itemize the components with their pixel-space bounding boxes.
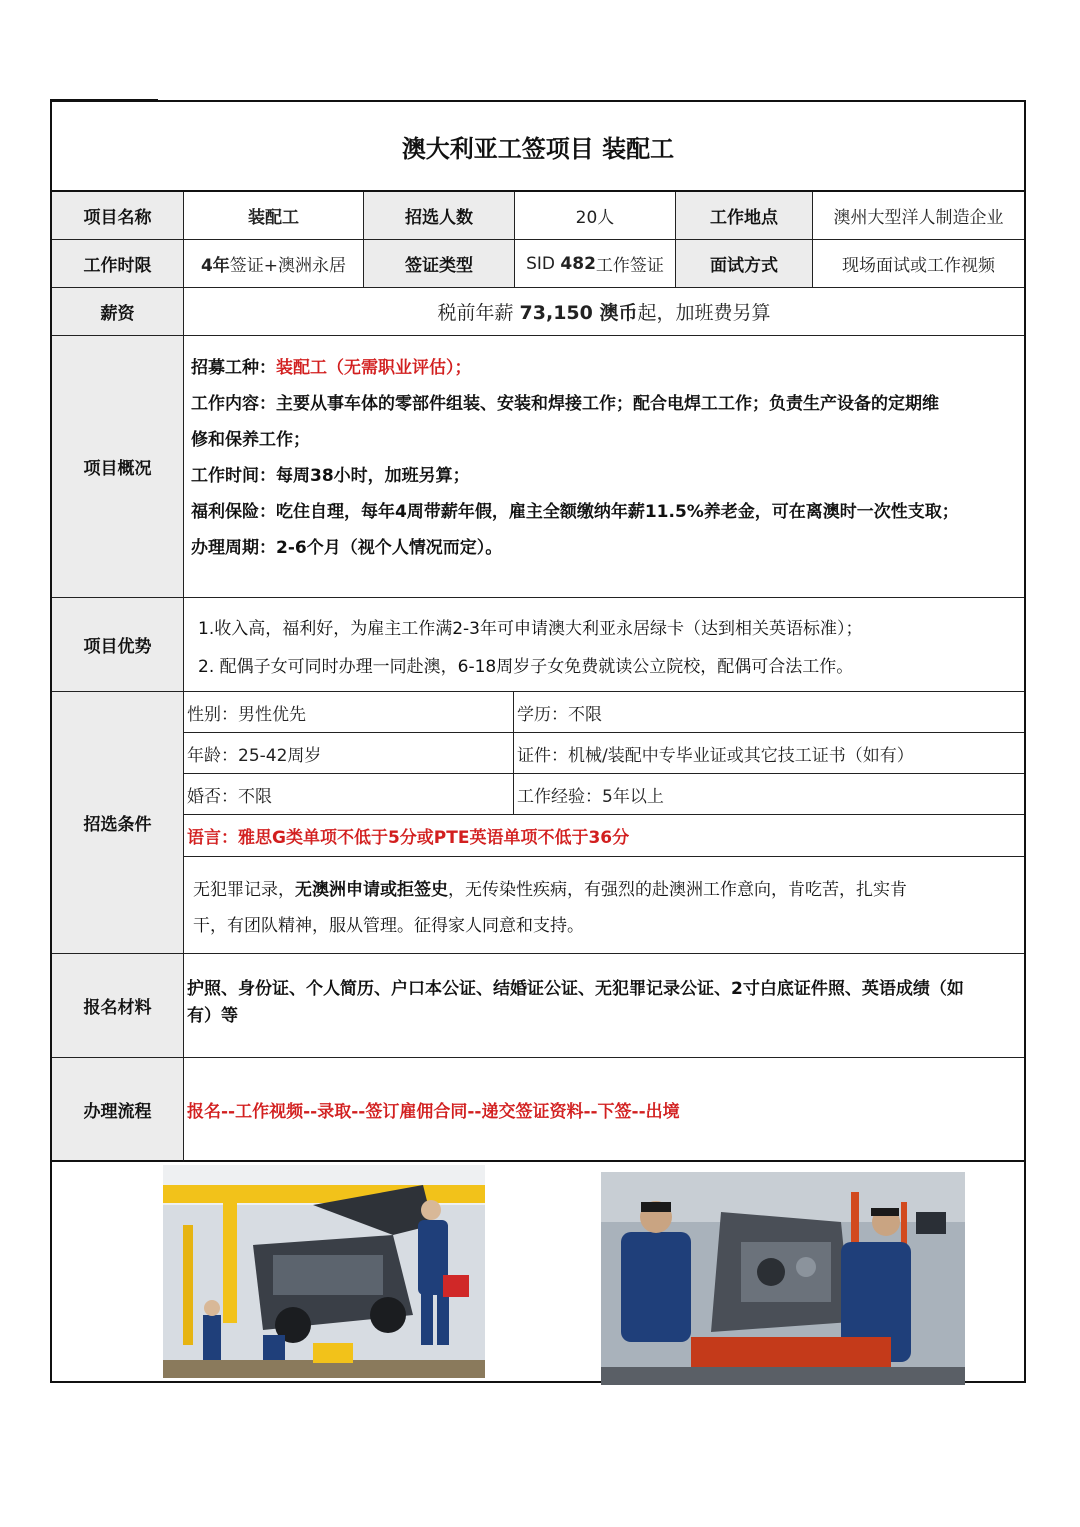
job-sheet xyxy=(50,100,1026,1383)
label-advantages: 项目优势 xyxy=(52,598,184,692)
benefits: 福利保险：吃住自理，每年4周带薪年假，雇主全额缴纳年薪11.5%养老金，可在离澳时一次性支取； xyxy=(191,502,959,522)
visa-detail: 工作签证 xyxy=(595,256,664,276)
label-work-term: 工作时限 xyxy=(52,240,184,288)
job-type-label: 招募工种： xyxy=(191,358,276,378)
salary-amount: 73,150 澳币 xyxy=(519,302,638,324)
condition-gender: 性别：男性优先 xyxy=(184,692,514,733)
label-project-name: 项目名称 xyxy=(52,192,184,240)
process-steps: 报名--工作视频--录取--签订雇佣合同--递交签证资料--下签--出境 xyxy=(184,1058,1024,1162)
condition-age: 年龄：25-42周岁 xyxy=(184,733,514,774)
label-salary: 薪资 xyxy=(52,288,184,336)
salary-suffix: 起，加班费另算 xyxy=(637,302,771,324)
salary-prefix: 税前年薪 xyxy=(437,302,520,324)
processing-period: 办理周期：2-6个月（视个人情况而定）。 xyxy=(191,538,503,558)
page-title: 澳大利亚工签项目 装配工 xyxy=(52,102,1024,192)
label-headcount: 招选人数 xyxy=(364,192,515,240)
advantage-item-2: 2. 配偶子女可同时办理一同赴澳，6-18周岁子女免费就读公立院校，配偶可合法工作。 xyxy=(198,657,854,677)
label-conditions: 招选条件 xyxy=(52,692,184,954)
job-content-line-2: 修和保养工作； xyxy=(191,430,310,450)
label-materials: 报名材料 xyxy=(52,954,184,1058)
condition-experience: 工作经验：5年以上 xyxy=(514,774,1024,815)
label-overview: 项目概况 xyxy=(52,336,184,598)
advantage-item-1: 1.收入高，福利好，为雇主工作满2-3年可申请澳大利亚永居绿卡（达到相关英语标准）； xyxy=(198,619,863,639)
label-location: 工作地点 xyxy=(676,192,813,240)
materials-line-2: 有）等 xyxy=(187,1006,238,1026)
condition-certificate: 证件：机械/装配中专毕业证或其它技工证书（如有） xyxy=(514,733,1024,774)
work-term-detail: 签证+澳洲永居 xyxy=(229,256,347,276)
work-term-value xyxy=(184,240,364,288)
assembly-line-photo-1 xyxy=(163,1165,485,1378)
assembly-line-photo-2 xyxy=(601,1172,965,1385)
assembly-line-photo-2-drawing xyxy=(601,1172,965,1385)
visa-prefix: SID xyxy=(526,253,561,274)
visa-subclass: 482 xyxy=(560,253,596,274)
project-name-value: 装配工 xyxy=(184,192,364,240)
condition-other-b: 无澳洲申请或拒签史 xyxy=(295,880,448,900)
visa-type-value xyxy=(515,240,676,288)
label-interview: 面试方式 xyxy=(676,240,813,288)
label-visa-type: 签证类型 xyxy=(364,240,515,288)
materials-text xyxy=(187,976,1017,1030)
materials-line-1: 护照、身份证、个人简历、户口本公证、结婚证公证、无犯罪记录公证、2寸白底证件照、英语成绩（如 xyxy=(187,979,964,999)
condition-education: 学历：不限 xyxy=(514,692,1024,733)
condition-other-a: 无犯罪记录， xyxy=(193,880,295,900)
condition-other-text xyxy=(193,872,1013,944)
work-term-years: 4年 xyxy=(200,256,230,276)
location-value: 澳州大型洋人制造企业 xyxy=(813,192,1024,240)
assembly-line-photo-1-drawing xyxy=(163,1165,485,1378)
condition-marital: 婚否：不限 xyxy=(184,774,514,815)
interview-value: 现场面试或工作视频 xyxy=(813,240,1024,288)
headcount-value: 20人 xyxy=(515,192,676,240)
condition-other-line-2: 干，有团队精神，服从管理。征得家人同意和支持。 xyxy=(193,916,584,936)
job-content-line-1: 工作内容：主要从事车体的零部件组装、安装和焊接工作；配合电焊工工作；负责生产设备的定期维 xyxy=(191,394,939,414)
label-process: 办理流程 xyxy=(52,1058,184,1162)
work-hours: 工作时间：每周38小时，加班另算； xyxy=(191,466,470,486)
salary-value xyxy=(184,288,1024,336)
condition-other-c: ，无传染性疾病，有强烈的赴澳洲工作意向，肯吃苦，扎实肯 xyxy=(448,880,907,900)
overview-text xyxy=(191,350,1021,566)
job-type-value: 装配工（无需职业评估）； xyxy=(276,358,472,378)
advantages-text xyxy=(198,610,1018,686)
condition-language: 语言：雅思G类单项不低于5分或PTE英语单项不低于36分 xyxy=(184,815,1024,857)
